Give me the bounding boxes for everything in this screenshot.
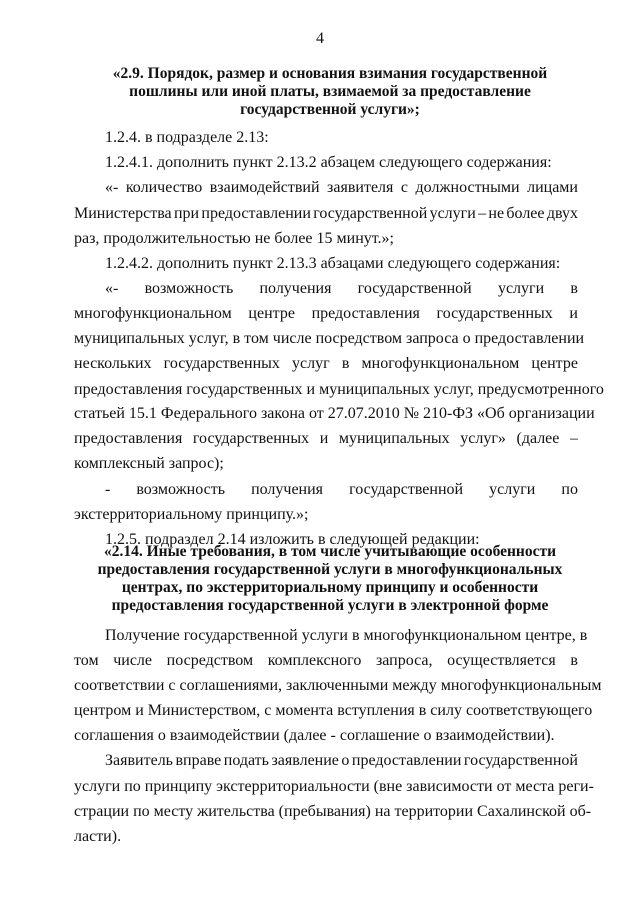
word: взаимодействий bbox=[209, 179, 320, 196]
word: Министерства bbox=[74, 205, 172, 222]
word: предоставлении bbox=[201, 205, 311, 222]
quote-2-line bbox=[74, 354, 578, 374]
body-1-line: центром и Министерством, с момента вступления в силу соответствующего bbox=[74, 702, 593, 719]
word: «- bbox=[105, 179, 119, 196]
paragraph-1-2-4-2: 1.2.4.2. дополнить пункт 2.13.3 абзацами следующего содержания: bbox=[105, 255, 561, 272]
body-1-line: Получение государственной услуги в многофункциональном центре, в bbox=[105, 627, 588, 644]
body-2-line: ласти). bbox=[74, 828, 122, 845]
heading-line: «2.9. Порядок, размер и основания взимания государственной bbox=[112, 65, 548, 82]
word: Заявитель bbox=[105, 752, 173, 769]
word: должностными bbox=[415, 179, 520, 196]
word: услуги bbox=[489, 481, 536, 498]
heading-line: предоставления государственной услуги в электронной форме bbox=[111, 597, 549, 614]
word: в bbox=[570, 280, 578, 297]
word: (далее bbox=[516, 430, 560, 447]
quote-2-line bbox=[74, 304, 578, 324]
word: получения bbox=[259, 280, 332, 297]
word: предоставлении bbox=[351, 752, 462, 769]
word: услуги bbox=[497, 280, 545, 297]
word: запроса, bbox=[375, 652, 433, 669]
word: государственной bbox=[313, 205, 428, 222]
paragraph-1-2-4: 1.2.4. в подразделе 2.13: bbox=[105, 129, 269, 146]
word: многофункциональном bbox=[361, 355, 520, 372]
word: заявление bbox=[271, 752, 339, 769]
word: при bbox=[173, 205, 200, 222]
body-2-line: услуги по принципу экстерриториальности (вне зависимости от места реги- bbox=[74, 778, 594, 795]
word: числе bbox=[113, 652, 153, 669]
word: количество bbox=[125, 179, 203, 196]
word: с bbox=[400, 179, 409, 196]
word: по bbox=[561, 481, 578, 498]
word: многофункциональном bbox=[74, 305, 232, 322]
quote-2-line bbox=[74, 429, 578, 449]
word: осуществляется bbox=[447, 652, 556, 669]
word: центре bbox=[531, 355, 578, 372]
word: государственной bbox=[357, 280, 472, 297]
word: - bbox=[105, 481, 111, 498]
section-heading-2-14 bbox=[90, 543, 570, 615]
body-1-line: соглашения о взаимодействии (далее - соглашение о взаимодействии). bbox=[74, 727, 555, 744]
word: подать bbox=[223, 752, 269, 769]
quote-3-line: экстерриториальному принципу.»; bbox=[74, 506, 309, 523]
word: комплексного bbox=[267, 652, 362, 669]
word: и bbox=[569, 305, 578, 322]
word: посредством bbox=[166, 652, 254, 669]
word: заявителя bbox=[327, 179, 394, 196]
word: – bbox=[569, 430, 578, 447]
word: возможность bbox=[144, 280, 234, 297]
page-number: 4 bbox=[316, 30, 324, 47]
word: государственной bbox=[349, 481, 464, 498]
quote-1-line bbox=[105, 178, 578, 198]
paragraph-1-2-4-1: 1.2.4.1. дополнить пункт 2.13.2 абзацем следующего содержания: bbox=[105, 154, 552, 171]
word: не bbox=[488, 205, 505, 222]
word: – bbox=[478, 205, 487, 222]
word: предоставления bbox=[311, 305, 420, 322]
word: вправе bbox=[175, 752, 222, 769]
word: муниципальных bbox=[338, 430, 450, 447]
word: в bbox=[341, 355, 350, 372]
quote-3-line bbox=[105, 480, 578, 500]
word: государственных bbox=[192, 430, 310, 447]
body-1-line bbox=[74, 651, 578, 671]
word: услуг» bbox=[460, 430, 506, 447]
word: более bbox=[506, 205, 545, 222]
word: и bbox=[319, 430, 329, 447]
word: услуги bbox=[429, 205, 476, 222]
word: лицами bbox=[527, 179, 578, 196]
body-2-line: страции по месту жительства (пребывания) на территории Сахалинской об- bbox=[74, 803, 592, 820]
paragraph-1-2-5: 1.2.5. подраздел 2.14 изложить в следующей редакции: bbox=[105, 531, 480, 548]
quote-2-line: муниципальных услуг, в том числе посредством запроса о предоставлении bbox=[74, 330, 585, 347]
word: государственных bbox=[163, 355, 280, 372]
quote-2-line: предоставления государственных и муниципальных услуг, предусмотренного bbox=[74, 381, 604, 398]
heading-line: «2.14. Иные требования, в том числе учитывающие особенности bbox=[103, 543, 557, 560]
word: возможность bbox=[136, 481, 226, 498]
quote-1-line: раз, продолжительностью не более 15 минут.»; bbox=[74, 230, 394, 247]
word: в bbox=[570, 652, 578, 669]
word: двух bbox=[546, 205, 578, 222]
section-heading-2-9 bbox=[95, 65, 565, 119]
body-1-line: соответствии с соглашениями, заключенными между многофункциональным bbox=[74, 677, 602, 694]
word: государственной bbox=[463, 752, 578, 769]
heading-line: государственной услуги»; bbox=[240, 101, 420, 118]
heading-line: предоставления государственной услуги в многофункциональных bbox=[97, 561, 563, 578]
quote-1-line bbox=[74, 204, 578, 224]
quote-2-line bbox=[105, 279, 578, 299]
word: государственных bbox=[436, 305, 553, 322]
heading-line: пошлины или иной платы, взимаемой за предоставление bbox=[129, 83, 531, 100]
word: предоставления bbox=[74, 430, 183, 447]
quote-2-line: статьей 15.1 Федерального закона от 27.07.2010 № 210-ФЗ «Об организации bbox=[74, 405, 595, 422]
word: том bbox=[74, 652, 99, 669]
word: получения bbox=[251, 481, 324, 498]
word: «- bbox=[105, 280, 119, 297]
body-2-line bbox=[105, 751, 578, 771]
word: о bbox=[341, 752, 350, 769]
heading-line: центрах, по экстерриториальному принципу и особенности bbox=[121, 579, 539, 596]
word: нескольких bbox=[74, 355, 152, 372]
word: центре bbox=[248, 305, 295, 322]
word: услуг bbox=[292, 355, 330, 372]
quote-2-line: комплексный запрос); bbox=[74, 455, 224, 472]
